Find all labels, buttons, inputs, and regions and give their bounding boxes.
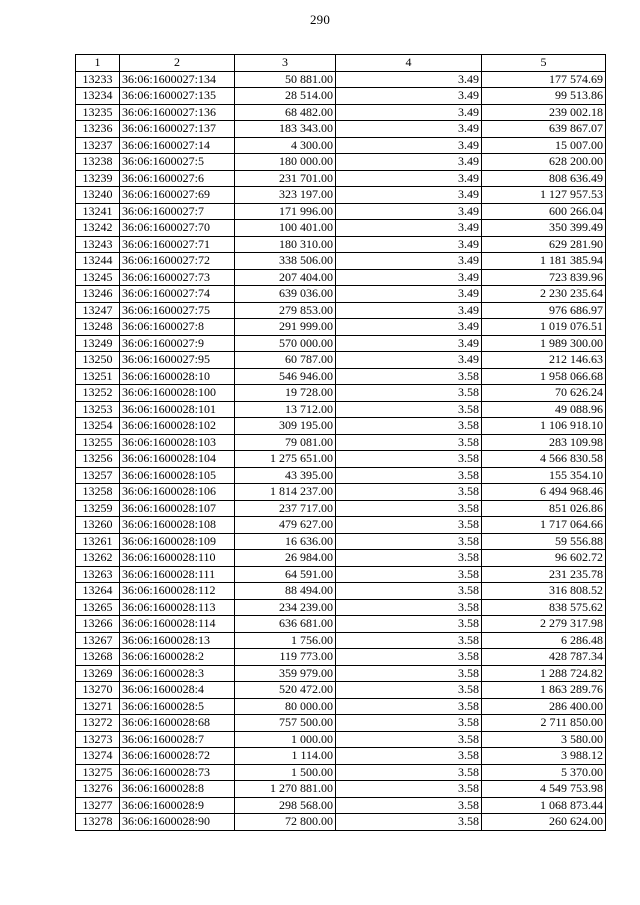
row-number-cell: 13241 [76, 203, 120, 220]
table-row [76, 517, 606, 534]
row-number-cell: 13261 [76, 533, 120, 550]
area-cell: 546 946.00 [235, 368, 336, 385]
table-row [76, 286, 606, 303]
value-cell: 723 839.96 [482, 269, 606, 286]
cadastral-number-cell: 36:06:1600027:71 [120, 236, 235, 253]
value-cell: 639 867.07 [482, 121, 606, 138]
value-cell: 1 717 064.66 [482, 517, 606, 534]
row-number-cell: 13250 [76, 352, 120, 369]
value-cell: 260 624.00 [482, 814, 606, 831]
row-number-cell: 13264 [76, 583, 120, 600]
table-row [76, 500, 606, 517]
cadastral-number-cell: 36:06:1600027:7 [120, 203, 235, 220]
table-row [76, 154, 606, 171]
table-row [76, 698, 606, 715]
table-row [76, 533, 606, 550]
rate-cell: 3.49 [336, 302, 482, 319]
row-number-cell: 13267 [76, 632, 120, 649]
row-number-cell: 13270 [76, 682, 120, 699]
table-row [76, 368, 606, 385]
area-cell: 50 881.00 [235, 71, 336, 88]
row-number-cell: 13240 [76, 187, 120, 204]
row-number-cell: 13278 [76, 814, 120, 831]
row-number-cell: 13248 [76, 319, 120, 336]
rate-cell: 3.58 [336, 533, 482, 550]
rate-cell: 3.49 [336, 319, 482, 336]
cadastral-number-cell: 36:06:1600027:136 [120, 104, 235, 121]
rate-cell: 3.49 [336, 335, 482, 352]
rate-cell: 3.58 [336, 797, 482, 814]
row-number-cell: 13260 [76, 517, 120, 534]
cadastral-number-cell: 36:06:1600027:8 [120, 319, 235, 336]
table-row [76, 550, 606, 567]
row-number-cell: 13239 [76, 170, 120, 187]
table-row [76, 385, 606, 402]
rate-cell: 3.58 [336, 632, 482, 649]
row-number-cell: 13256 [76, 451, 120, 468]
value-cell: 428 787.34 [482, 649, 606, 666]
value-cell: 2 711 850.00 [482, 715, 606, 732]
rate-cell: 3.49 [336, 269, 482, 286]
cadastral-number-cell: 36:06:1600028:100 [120, 385, 235, 402]
table-row [76, 665, 606, 682]
rate-cell: 3.58 [336, 583, 482, 600]
table-row [76, 269, 606, 286]
rate-cell: 3.49 [336, 286, 482, 303]
column-header-2: 2 [120, 55, 235, 72]
value-cell: 600 266.04 [482, 203, 606, 220]
rate-cell: 3.49 [336, 253, 482, 270]
area-cell: 359 979.00 [235, 665, 336, 682]
rate-cell: 3.58 [336, 764, 482, 781]
value-cell: 286 400.00 [482, 698, 606, 715]
row-number-cell: 13243 [76, 236, 120, 253]
area-cell: 13 712.00 [235, 401, 336, 418]
row-number-cell: 13234 [76, 88, 120, 105]
value-cell: 1 989 300.00 [482, 335, 606, 352]
value-cell: 316 808.52 [482, 583, 606, 600]
value-cell: 1 106 918.10 [482, 418, 606, 435]
cadastral-number-cell: 36:06:1600027:73 [120, 269, 235, 286]
table-row [76, 187, 606, 204]
cadastral-number-cell: 36:06:1600027:72 [120, 253, 235, 270]
value-cell: 96 602.72 [482, 550, 606, 567]
area-cell: 119 773.00 [235, 649, 336, 666]
table-row [76, 682, 606, 699]
row-number-cell: 13266 [76, 616, 120, 633]
area-cell: 338 506.00 [235, 253, 336, 270]
table-row [76, 319, 606, 336]
area-cell: 26 984.00 [235, 550, 336, 567]
cadastral-number-cell: 36:06:1600027:134 [120, 71, 235, 88]
row-number-cell: 13251 [76, 368, 120, 385]
cadastral-number-cell: 36:06:1600027:95 [120, 352, 235, 369]
cadastral-number-cell: 36:06:1600028:104 [120, 451, 235, 468]
value-cell: 4 549 753.98 [482, 781, 606, 798]
rate-cell: 3.49 [336, 236, 482, 253]
cadastral-number-cell: 36:06:1600028:13 [120, 632, 235, 649]
row-number-cell: 13237 [76, 137, 120, 154]
column-header-3: 3 [235, 55, 336, 72]
value-cell: 212 146.63 [482, 352, 606, 369]
row-number-cell: 13255 [76, 434, 120, 451]
cadastral-number-cell: 36:06:1600027:14 [120, 137, 235, 154]
table-row [76, 632, 606, 649]
row-number-cell: 13275 [76, 764, 120, 781]
cadastral-number-cell: 36:06:1600028:107 [120, 500, 235, 517]
value-cell: 283 109.98 [482, 434, 606, 451]
value-cell: 1 127 957.53 [482, 187, 606, 204]
rate-cell: 3.58 [336, 566, 482, 583]
rate-cell: 3.49 [336, 352, 482, 369]
value-cell: 1 288 724.82 [482, 665, 606, 682]
table-header-row [76, 55, 606, 72]
cadastral-number-cell: 36:06:1600027:74 [120, 286, 235, 303]
area-cell: 60 787.00 [235, 352, 336, 369]
rate-cell: 3.58 [336, 467, 482, 484]
area-cell: 1 270 881.00 [235, 781, 336, 798]
row-number-cell: 13245 [76, 269, 120, 286]
cadastral-number-cell: 36:06:1600027:9 [120, 335, 235, 352]
rate-cell: 3.58 [336, 434, 482, 451]
table-row [76, 170, 606, 187]
area-cell: 72 800.00 [235, 814, 336, 831]
column-header-4: 4 [336, 55, 482, 72]
rate-cell: 3.58 [336, 814, 482, 831]
cadastral-number-cell: 36:06:1600028:114 [120, 616, 235, 633]
value-cell: 1 958 066.68 [482, 368, 606, 385]
cadastral-number-cell: 36:06:1600027:69 [120, 187, 235, 204]
value-cell: 838 575.62 [482, 599, 606, 616]
cadastral-number-cell: 36:06:1600028:112 [120, 583, 235, 600]
value-cell: 70 626.24 [482, 385, 606, 402]
table-row [76, 236, 606, 253]
row-number-cell: 13271 [76, 698, 120, 715]
rate-cell: 3.58 [336, 616, 482, 633]
table-row [76, 764, 606, 781]
value-cell: 15 007.00 [482, 137, 606, 154]
rate-cell: 3.58 [336, 500, 482, 517]
area-cell: 88 494.00 [235, 583, 336, 600]
cadastral-number-cell: 36:06:1600028:90 [120, 814, 235, 831]
row-number-cell: 13273 [76, 731, 120, 748]
rate-cell: 3.58 [336, 451, 482, 468]
area-cell: 1 814 237.00 [235, 484, 336, 501]
table-row [76, 88, 606, 105]
value-cell: 851 026.86 [482, 500, 606, 517]
table-row [76, 484, 606, 501]
table-row [76, 220, 606, 237]
table-row [76, 715, 606, 732]
area-cell: 43 395.00 [235, 467, 336, 484]
page-number: 290 [309, 12, 331, 27]
row-number-cell: 13274 [76, 748, 120, 765]
cadastral-number-cell: 36:06:1600028:113 [120, 599, 235, 616]
rate-cell: 3.58 [336, 748, 482, 765]
area-cell: 64 591.00 [235, 566, 336, 583]
area-cell: 639 036.00 [235, 286, 336, 303]
table-row [76, 451, 606, 468]
row-number-cell: 13247 [76, 302, 120, 319]
value-cell: 231 235.78 [482, 566, 606, 583]
table-row [76, 253, 606, 270]
area-cell: 100 401.00 [235, 220, 336, 237]
cadastral-number-cell: 36:06:1600028:5 [120, 698, 235, 715]
cadastral-number-cell: 36:06:1600028:4 [120, 682, 235, 699]
table-row [76, 797, 606, 814]
row-number-cell: 13233 [76, 71, 120, 88]
rate-cell: 3.49 [336, 154, 482, 171]
table-row [76, 203, 606, 220]
rate-cell: 3.49 [336, 220, 482, 237]
column-header-1: 1 [76, 55, 120, 72]
value-cell: 1 068 873.44 [482, 797, 606, 814]
value-cell: 3 580.00 [482, 731, 606, 748]
area-cell: 183 343.00 [235, 121, 336, 138]
area-cell: 231 701.00 [235, 170, 336, 187]
rate-cell: 3.58 [336, 715, 482, 732]
rate-cell: 3.58 [336, 649, 482, 666]
rate-cell: 3.58 [336, 781, 482, 798]
cadastral-number-cell: 36:06:1600028:7 [120, 731, 235, 748]
area-cell: 1 275 651.00 [235, 451, 336, 468]
table-row [76, 137, 606, 154]
rate-cell: 3.58 [336, 368, 482, 385]
area-cell: 636 681.00 [235, 616, 336, 633]
cadastral-number-cell: 36:06:1600027:135 [120, 88, 235, 105]
cadastral-number-cell: 36:06:1600028:8 [120, 781, 235, 798]
row-number-cell: 13246 [76, 286, 120, 303]
table-body [76, 71, 606, 830]
area-cell: 323 197.00 [235, 187, 336, 204]
table-row [76, 467, 606, 484]
cadastral-number-cell: 36:06:1600028:9 [120, 797, 235, 814]
table-row [76, 104, 606, 121]
area-cell: 16 636.00 [235, 533, 336, 550]
rate-cell: 3.49 [336, 104, 482, 121]
row-number-cell: 13263 [76, 566, 120, 583]
rate-cell: 3.58 [336, 401, 482, 418]
cadastral-number-cell: 36:06:1600028:101 [120, 401, 235, 418]
row-number-cell: 13269 [76, 665, 120, 682]
rate-cell: 3.49 [336, 170, 482, 187]
cadastral-number-cell: 36:06:1600028:105 [120, 467, 235, 484]
column-header-5: 5 [482, 55, 606, 72]
area-cell: 180 000.00 [235, 154, 336, 171]
cadastral-number-cell: 36:06:1600027:137 [120, 121, 235, 138]
row-number-cell: 13252 [76, 385, 120, 402]
row-number-cell: 13265 [76, 599, 120, 616]
table-row [76, 302, 606, 319]
rate-cell: 3.58 [336, 599, 482, 616]
cadastral-number-cell: 36:06:1600028:106 [120, 484, 235, 501]
rate-cell: 3.49 [336, 137, 482, 154]
row-number-cell: 13254 [76, 418, 120, 435]
rate-cell: 3.58 [336, 665, 482, 682]
rate-cell: 3.58 [336, 550, 482, 567]
row-number-cell: 13242 [76, 220, 120, 237]
table-row [76, 583, 606, 600]
rate-cell: 3.49 [336, 121, 482, 138]
table-row [76, 434, 606, 451]
rate-cell: 3.49 [336, 71, 482, 88]
cadastral-number-cell: 36:06:1600027:5 [120, 154, 235, 171]
row-number-cell: 13236 [76, 121, 120, 138]
value-cell: 177 574.69 [482, 71, 606, 88]
rate-cell: 3.58 [336, 484, 482, 501]
table-row [76, 566, 606, 583]
table-row [76, 781, 606, 798]
area-cell: 180 310.00 [235, 236, 336, 253]
rate-cell: 3.58 [336, 385, 482, 402]
value-cell: 239 002.18 [482, 104, 606, 121]
row-number-cell: 13244 [76, 253, 120, 270]
cadastral-value-table [75, 54, 606, 831]
row-number-cell: 13262 [76, 550, 120, 567]
area-cell: 4 300.00 [235, 137, 336, 154]
area-cell: 570 000.00 [235, 335, 336, 352]
area-cell: 171 996.00 [235, 203, 336, 220]
cadastral-number-cell: 36:06:1600028:108 [120, 517, 235, 534]
cadastral-number-cell: 36:06:1600028:2 [120, 649, 235, 666]
table-row [76, 649, 606, 666]
value-cell: 4 566 830.58 [482, 451, 606, 468]
value-cell: 6 494 968.46 [482, 484, 606, 501]
area-cell: 757 500.00 [235, 715, 336, 732]
area-cell: 520 472.00 [235, 682, 336, 699]
row-number-cell: 13276 [76, 781, 120, 798]
cadastral-number-cell: 36:06:1600028:73 [120, 764, 235, 781]
area-cell: 237 717.00 [235, 500, 336, 517]
value-cell: 99 513.86 [482, 88, 606, 105]
value-cell: 49 088.96 [482, 401, 606, 418]
area-cell: 309 195.00 [235, 418, 336, 435]
area-cell: 1 500.00 [235, 764, 336, 781]
value-cell: 1 181 385.94 [482, 253, 606, 270]
rate-cell: 3.49 [336, 88, 482, 105]
area-cell: 291 999.00 [235, 319, 336, 336]
area-cell: 298 568.00 [235, 797, 336, 814]
row-number-cell: 13258 [76, 484, 120, 501]
row-number-cell: 13235 [76, 104, 120, 121]
table-row [76, 599, 606, 616]
row-number-cell: 13277 [76, 797, 120, 814]
area-cell: 279 853.00 [235, 302, 336, 319]
value-cell: 1 019 076.51 [482, 319, 606, 336]
area-cell: 19 728.00 [235, 385, 336, 402]
cadastral-number-cell: 36:06:1600027:6 [120, 170, 235, 187]
value-cell: 628 200.00 [482, 154, 606, 171]
table-row [76, 616, 606, 633]
cadastral-number-cell: 36:06:1600028:3 [120, 665, 235, 682]
row-number-cell: 13259 [76, 500, 120, 517]
cadastral-number-cell: 36:06:1600028:68 [120, 715, 235, 732]
cadastral-number-cell: 36:06:1600027:75 [120, 302, 235, 319]
table-row [76, 71, 606, 88]
rate-cell: 3.58 [336, 731, 482, 748]
value-cell: 59 556.88 [482, 533, 606, 550]
table-row [76, 814, 606, 831]
table-row [76, 335, 606, 352]
area-cell: 207 404.00 [235, 269, 336, 286]
row-number-cell: 13249 [76, 335, 120, 352]
cadastral-number-cell: 36:06:1600028:103 [120, 434, 235, 451]
area-cell: 1 756.00 [235, 632, 336, 649]
table-row [76, 121, 606, 138]
row-number-cell: 13268 [76, 649, 120, 666]
value-cell: 808 636.49 [482, 170, 606, 187]
rate-cell: 3.49 [336, 187, 482, 204]
area-cell: 80 000.00 [235, 698, 336, 715]
cadastral-number-cell: 36:06:1600028:102 [120, 418, 235, 435]
area-cell: 1 114.00 [235, 748, 336, 765]
value-cell: 2 230 235.64 [482, 286, 606, 303]
rate-cell: 3.49 [336, 203, 482, 220]
cadastral-number-cell: 36:06:1600027:70 [120, 220, 235, 237]
rate-cell: 3.58 [336, 418, 482, 435]
table-row [76, 748, 606, 765]
value-cell: 6 286.48 [482, 632, 606, 649]
value-cell: 629 281.90 [482, 236, 606, 253]
table-row [76, 731, 606, 748]
table-row [76, 352, 606, 369]
table-row [76, 401, 606, 418]
value-cell: 976 686.97 [482, 302, 606, 319]
cadastral-number-cell: 36:06:1600028:110 [120, 550, 235, 567]
area-cell: 28 514.00 [235, 88, 336, 105]
row-number-cell: 13272 [76, 715, 120, 732]
value-cell: 155 354.10 [482, 467, 606, 484]
rate-cell: 3.58 [336, 517, 482, 534]
rate-cell: 3.58 [336, 698, 482, 715]
area-cell: 234 239.00 [235, 599, 336, 616]
area-cell: 1 000.00 [235, 731, 336, 748]
value-cell: 2 279 317.98 [482, 616, 606, 633]
cadastral-number-cell: 36:06:1600028:72 [120, 748, 235, 765]
cadastral-number-cell: 36:06:1600028:10 [120, 368, 235, 385]
cadastral-number-cell: 36:06:1600028:109 [120, 533, 235, 550]
value-cell: 5 370.00 [482, 764, 606, 781]
area-cell: 68 482.00 [235, 104, 336, 121]
row-number-cell: 13253 [76, 401, 120, 418]
rate-cell: 3.58 [336, 682, 482, 699]
value-cell: 3 988.12 [482, 748, 606, 765]
row-number-cell: 13238 [76, 154, 120, 171]
row-number-cell: 13257 [76, 467, 120, 484]
value-cell: 350 399.49 [482, 220, 606, 237]
area-cell: 79 081.00 [235, 434, 336, 451]
value-cell: 1 863 289.76 [482, 682, 606, 699]
area-cell: 479 627.00 [235, 517, 336, 534]
cadastral-number-cell: 36:06:1600028:111 [120, 566, 235, 583]
table-row [76, 418, 606, 435]
